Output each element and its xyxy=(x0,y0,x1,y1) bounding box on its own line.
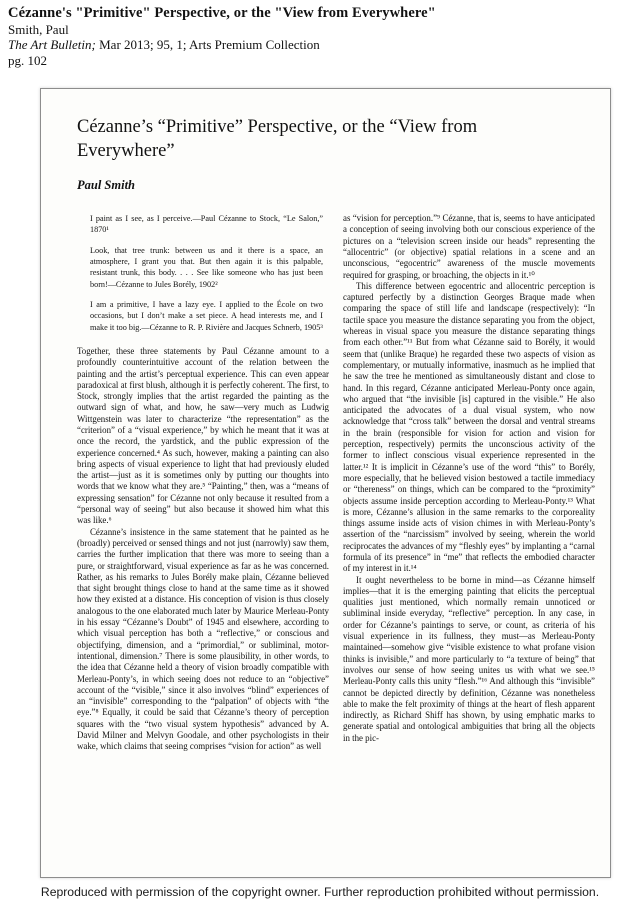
left-column xyxy=(77,213,329,753)
citation-title: Cézanne's "Primitive" Perspective, or the "View from Everywhere" xyxy=(8,5,436,21)
citation-journal xyxy=(8,37,632,52)
journal-issue-info: Mar 2013; 95, 1; Arts Premium Collection xyxy=(95,37,320,53)
article-paragraph: It ought nevertheless to be borne in mind—as Cézanne himself implies—that it is the emerging painting that elicits the perceptual qualities just mentioned, which normally remain unnoticed or subliminal inside everyday, “reflective” perception. In any case, in order for Cézanne’s paintings to serve, or count, as criteria of his visual experience in its fullness, they must—as Merleau-Ponty maintained—somehow give “visible existence to what profane vision thinks is invisible,” and more particularly to “a texture of being” that involves our sense of how seeing unites us with what we see.¹⁵ Merleau-Ponty calls this unity “flesh.”¹⁶ And although this “invisible” cannot be depicted directly by definition, Cézanne was nonetheless able to make the felt proximity of things at the heart of flesh apparent indirectly, as Richard Shiff has shown, by using emphatic marks to generate spatial and ontological ambiguities that bring all the objects in the pic- xyxy=(343,574,595,743)
copyright-footer: Reproduced with permission of the copyright owner. Further reproduction prohibited without permission. xyxy=(40,885,600,899)
journal-name: The Art Bulletin; xyxy=(8,37,96,53)
citation-header xyxy=(8,4,632,68)
right-column xyxy=(343,213,595,753)
article-columns xyxy=(77,213,596,753)
citation-page-ref: pg. 102 xyxy=(8,52,47,68)
article-paragraph: Together, these three statements by Paul Cézanne amount to a profoundly counterintuitive account of the relation between the painting and the artist’s perceptual experience. This can even appear paradoxical at first blush, although it is perfectly coherent. The first, to Stock, strongly implies that the artist regarded the painting as the outward sign of what, and how, he saw—very much as Ludwig Wittgenstein was later to characterize “the representation” as the “criterion” of a “visual experience,” by which he meant that it was at once the record, the yardstick, and the public expression of the experience concerned.⁴ As such, however, making a painting can also bring aspects of visual experience to light that had previously eluded the artist—just as it is sometimes only by putting our thoughts into words that we know what they are.⁵ “Painting,” then, was a “means of expressing sensation” for Cézanne not only because it resulted from a “personal way of seeing” but also because it showed him what this was like.⁶ xyxy=(77,345,329,526)
article-author: Paul Smith xyxy=(77,178,136,193)
epigraph: I am a primitive, I have a lazy eye. I applied to the École on two occasions, but I don’t make a set piece. A head interests me, and I make it too big.—Cézanne to R. P. Rivière and Jacques Schnerb, 1905³ xyxy=(90,299,323,332)
citation-author: Smith, Paul xyxy=(8,22,69,38)
article-title: Cézanne’s “Primitive” Perspective, or the “View from Everywhere” xyxy=(77,117,478,162)
article-paragraph: as “vision for perception.”⁹ Cézanne, that is, seems to have anticipated a conception of seeing involving both our conscious experience of the pictures on a “television screen inside our heads” representing the “allocentric” (or objective) spatial relations in a scene and an unconscious, “egocentric” awareness of the muscle movements required for grasping, or broaching, the objects in it.¹⁰ xyxy=(343,213,595,280)
article-paragraph: This difference between egocentric and allocentric perception is captured perfectly by a distinction Georges Braque made when comparing the space of still life and landscape (respectively): “In tactile space you measure the distance separating you from the object, whereas in visual space you measure the distance separating things from each other.”¹¹ But from what Cézanne said to Borély, it would seem that (unlike Braque) he regarded these two aspects of vision as complementary, or mutually informative, inasmuch as he implied that he saw the tree he mentioned as simultaneously distant and close to hand. In this regard, Cézanne anticipated Merleau-Ponty once again, who argued that “the invisible [is] captured in the visible.” He also anticipated the advocates of a dual visual system, who now acknowledge that “cross talk” between the dorsal and ventral streams in the brain (responsible for vision for action and vision for perception, respectively) permits the unconscious activity of the former to inflect conscious visual experience represented in the latter.¹² It is implicit in Cézanne’s use of the word “this” to Borély, more especially, that he believed vision bestowed a tactile immediacy or “thereness” on things, which can be compared to the “proximity” objects assume inside perception according to Merleau-Ponty.¹³ What is more, Cézanne’s allusion in the same remarks to the corporeality things assume inside acts of vision chimes in with Merleau-Ponty’s assertion of the “narcissism” involved by seeing, wherein the world reciprocates the advances of my “fleshly eyes” by implanting a “carnal formula of its presence” in “me” that reflects the embodied character of my interest in it.¹⁴ xyxy=(343,280,595,574)
article-paragraph: Cézanne’s insistence in the same statement that he painted as he (broadly) perceived or sensed things and not just (narrowly) saw them, carries the further implication that there was more to seeing than a pure, or straightforward, visual experience as far as he was concerned. Rather, as his remarks to Jules Borély make plain, Cézanne believed that sight brought things close to hand at the same time as it showed how they existed at a distance. His conception of vision is thus closely analogous to the one elaborated much later by Maurice Merleau-Ponty in his essay “Cézanne’s Doubt” of 1945 and elsewhere, according to which visual perception has both a “reflective,” or conscious and objectifying, dimension, and a “primordial,” or subliminal, motor-intentional, dimension.⁷ There is some plausibility, in other words, to the idea that Cézanne held a theory of vision broadly compatible with Merleau-Ponty’s, in which seeing does not reduce to an “objective” account of the “visible,” since it also involves “blind” experiences of an “invisible” corresponding to the “palpation” of objects with “the eye.”⁸ Equally, it could be said that Cézanne’s theory of perception squares with the “two visual system hypothesis” advanced by A. David Milner and Melvyn Goodale, and other psychologists in their wake, which claims that seeing comprises “vision for action” as well xyxy=(77,526,329,752)
epigraph: Look, that tree trunk: between us and it there is a space, an atmosphere, I grant you that. But then again it is this palpable, resistant trunk, this body. . . . See like someone who has just been born!—Cézanne to Jules Borély, 1902² xyxy=(90,245,323,289)
epigraph: I paint as I see, as I perceive.—Paul Cézanne to Stock, “Le Salon,” 1870¹ xyxy=(90,214,323,235)
scanned-article-page xyxy=(40,88,611,878)
